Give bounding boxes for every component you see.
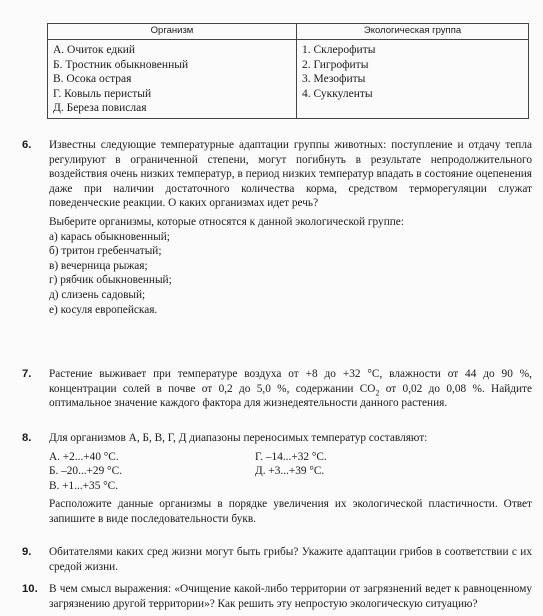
question-text — [49, 367, 532, 411]
organism-item: Д. Береза повислая — [53, 102, 147, 114]
ranges-column — [49, 450, 255, 494]
question-number: 8. — [22, 432, 32, 444]
question-7 — [22, 367, 532, 411]
question-task: Выберите организмы, которые относятся к данной экологической группе: — [49, 215, 404, 228]
group-list — [297, 40, 529, 119]
question-number: 6. — [22, 139, 32, 151]
range-item: Г. –14...+32 °С. — [255, 450, 327, 463]
ranges-column — [255, 450, 455, 494]
answer-options — [49, 230, 532, 318]
organism-item: Г. Ковыль перистый — [53, 87, 152, 100]
group-item: 1. Склерофиты — [302, 44, 376, 56]
temperature-ranges — [49, 450, 532, 494]
question-8 — [22, 431, 532, 527]
answer-option: д) слизень садовый; — [49, 288, 146, 301]
subscript: 2 — [375, 387, 380, 397]
question-text-part: Растение выживает при температуре воздуха от +8 до +32 °С, влажности от 44 до 90 %, концентрации солей в почве от 0,2 до 5,0 %, содержании СО — [49, 368, 532, 395]
question-number: 9. — [22, 546, 32, 558]
question-text-part: от 0,02 до 0,08 %. Найдите оптимальное значение каждого фактора для жизнедеятельности данного растения. — [49, 382, 532, 410]
range-item: А. +2...+40 °С. — [49, 450, 119, 463]
answer-option: а) карась обыкновенный; — [49, 230, 170, 243]
question-6 — [22, 138, 532, 317]
range-item: Б. –20...+29 °С. — [49, 465, 122, 478]
matching-table — [47, 23, 529, 119]
organism-item: Б. Тростник обыкновенный — [53, 58, 189, 71]
question-text: Обитателями каких сред жизни могут быть грибы? Укажите адаптации грибов в соответствии с их средой жизни. — [49, 546, 532, 573]
group-item: 3. Мезофиты — [302, 73, 366, 85]
question-9 — [22, 545, 532, 574]
organism-list — [48, 40, 297, 119]
organism-item: А. Очиток едкий — [53, 44, 136, 56]
question-text: В чем смысл выражения: «Очищение какой-либо территории от загрязнений ведет к равноценному загрязнению другой территории»? Как решить эту непростую экологическую ситуацию? — [49, 583, 532, 610]
group-item: 2. Гигрофиты — [302, 58, 369, 71]
range-item: Д. +3...+39 °С. — [255, 465, 325, 478]
question-task: Расположите данные организмы в порядке увеличения их экологической пластичности. Ответ запишите в виде последовательности букв. — [49, 498, 532, 525]
question-number: 10. — [22, 583, 38, 595]
group-item: 4. Суккуленты — [302, 87, 373, 100]
group-column-header: Экологическая группа — [297, 24, 529, 40]
answer-option: е) косуля европейская. — [49, 303, 158, 316]
answer-option: г) рябчик обыкновенный; — [49, 274, 172, 287]
answer-option: б) тритон гребенчатый; — [49, 245, 162, 258]
question-text: Известны следующие температурные адаптации группы животных: поступление и отдачу тепла регулируют в ограниченной степени, могут погибнуть в результате непродолжительного воздействия очень низких температур, в период низких температур впадать в состояние оцепенения даже при наличии достаточного количества корма, средством терморегуляции служат поведенческие реакции. О каких организмах идет речь? — [49, 139, 532, 210]
answer-option: в) вечерница рыжая; — [49, 259, 148, 272]
question-text: Для организмов А, Б, В, Г, Д диапазоны переносимых температур составляют: — [49, 432, 428, 444]
question-number: 7. — [22, 368, 32, 380]
organism-column-header: Организм — [48, 24, 297, 40]
organism-item: В. Осока острая — [53, 73, 132, 85]
range-item: В. +1...+35 °С. — [49, 479, 119, 492]
question-10 — [22, 582, 532, 611]
